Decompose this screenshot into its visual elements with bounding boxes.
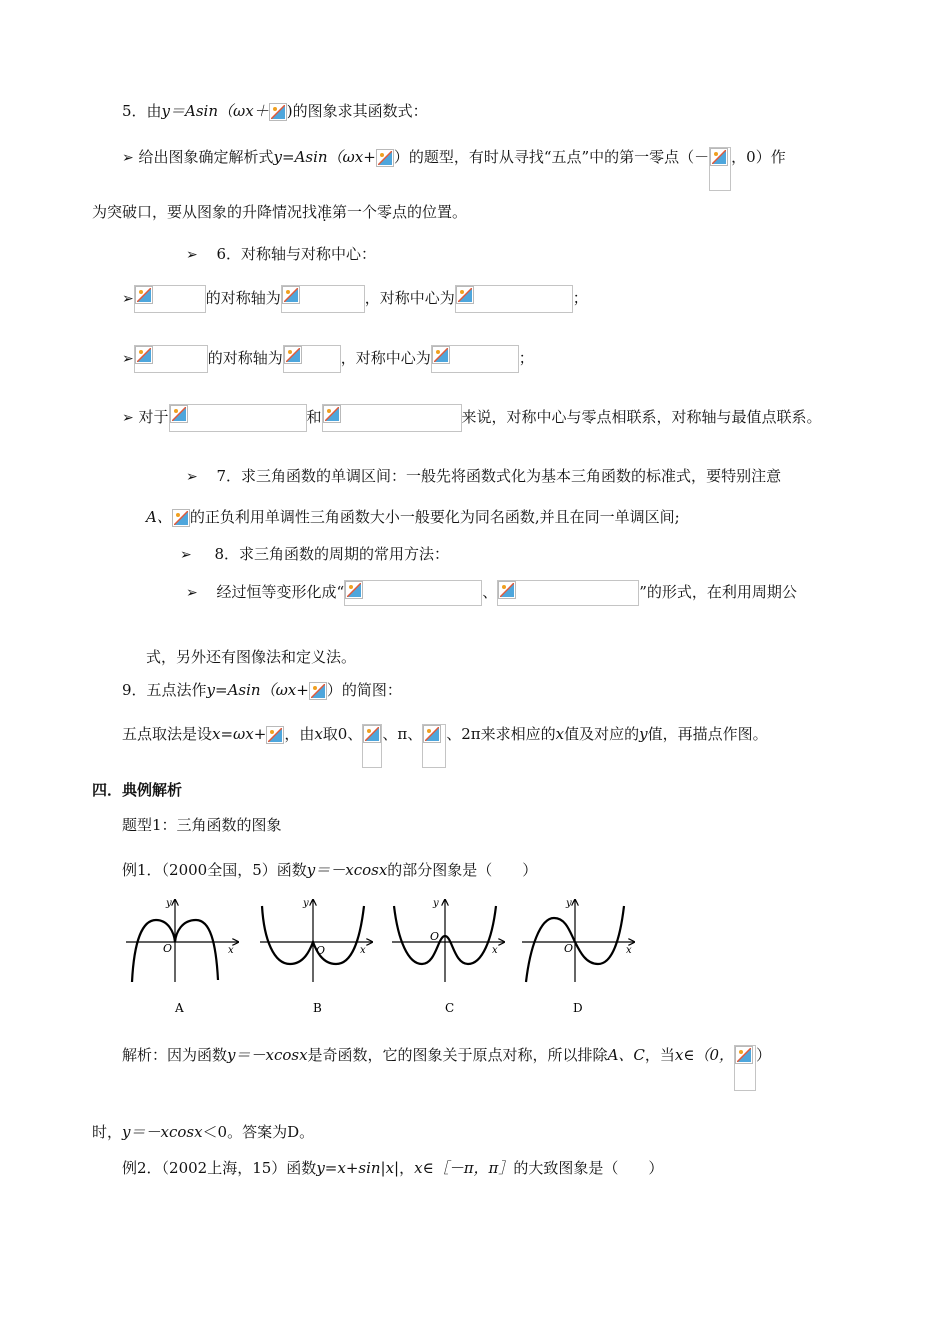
broken-image-icon — [135, 346, 153, 364]
item5-bullet-end: ，0）作 — [731, 148, 786, 166]
graph-a-y-label: y — [166, 898, 172, 909]
item6-line — [186, 244, 376, 265]
emphasis-char: 准 — [317, 203, 333, 221]
item8-title: 8．求三角函数的周期的常用方法： — [214, 545, 450, 563]
sym2-line — [122, 345, 534, 373]
broken-image-icon — [376, 149, 394, 167]
graph-d-y-label: y — [566, 898, 572, 909]
broken-image-icon — [710, 148, 728, 166]
image-placeholder — [455, 285, 573, 313]
broken-image-icon — [323, 405, 341, 423]
item9-desc-mid: ，由 — [284, 725, 315, 743]
broken-image-icon — [172, 509, 190, 527]
section-title: 四．典例解析 — [92, 781, 183, 799]
item9-desc-end: 值，再描点作图。 — [647, 725, 768, 743]
ex2-line — [122, 1158, 663, 1178]
sym3-pre: 对于 — [138, 408, 169, 426]
image-placeholder — [362, 724, 382, 768]
analysis-cont-pre: 时， — [92, 1123, 123, 1141]
broken-image-icon — [363, 725, 381, 743]
ex2-pre: 例2．（2002上海，15）函数 — [122, 1159, 317, 1177]
item9-title-pre: 9．五点法作 — [122, 681, 207, 699]
item9-desc-take: 取0、 — [322, 725, 363, 743]
analysis-ac: A、C — [607, 1046, 645, 1064]
item8-pre: 经过恒等变形化成“ — [216, 583, 345, 601]
cont-text-post: 第一个零点的位置。 — [332, 203, 468, 221]
item5-line: 5．由y＝Asin（ωx＋ )的图象求其函数式： — [122, 102, 428, 120]
image-placeholder — [169, 404, 307, 432]
sym2-center-text: ，对称中心为 — [340, 349, 431, 367]
broken-image-icon — [309, 682, 327, 700]
bullet-arrow-icon: ➢ — [122, 351, 134, 367]
graph-d-o-label: O — [564, 942, 574, 955]
image-placeholder — [422, 724, 446, 768]
sym3-line — [122, 404, 822, 432]
image-placeholder — [281, 285, 365, 313]
image-placeholder — [322, 404, 462, 432]
image-placeholder — [431, 345, 519, 373]
cont-text: 为突破口，要从图象的升降情况找 — [92, 203, 318, 221]
item8-post: ”的形式，在利用周期公 — [639, 583, 797, 601]
sym1-line — [122, 285, 588, 313]
analysis-cont — [92, 1122, 314, 1142]
item9-desc-formula: x=ωx+ — [212, 725, 267, 743]
image-placeholder — [497, 580, 639, 606]
item8-bullet — [186, 580, 797, 606]
graph-b-o-label: O — [316, 944, 326, 957]
broken-image-icon — [269, 103, 287, 121]
ex2-formula: y=x+sin|x| — [316, 1159, 400, 1177]
graph-c-o-label: O — [430, 930, 440, 943]
graph-b-label: B — [313, 1001, 322, 1015]
bullet-arrow-icon: ➢ — [186, 469, 198, 485]
ex2-post: 的大致图象是（ ） — [513, 1159, 664, 1177]
item8-cont — [146, 647, 356, 667]
graph-d-label: D — [573, 1001, 583, 1015]
graph-c-y-label: y — [433, 898, 439, 909]
item9-desc — [122, 724, 768, 768]
graph-b-x-label: x — [360, 945, 366, 956]
broken-image-icon — [423, 725, 441, 743]
ex1-post: 的部分图象是（ ） — [387, 861, 538, 879]
ex1-line — [122, 860, 537, 880]
item6-title: 6．对称轴与对称中心： — [216, 245, 377, 263]
sym2-semi: ； — [518, 349, 534, 367]
item5-bullet-mid: ）的题型，有时从寻找“五点”中的第一零点（－ — [393, 148, 710, 166]
graph-b[interactable] — [260, 898, 372, 1015]
broken-image-icon — [456, 286, 474, 304]
type1-title: 题型1：三角函数的图象 — [122, 816, 282, 834]
bullet-arrow-icon: ➢ — [122, 410, 134, 426]
item5-bullet-cont — [92, 202, 467, 222]
bullet-arrow-icon: ➢ — [186, 247, 198, 263]
image-placeholder — [283, 345, 341, 373]
graph-a[interactable] — [126, 898, 238, 1015]
sym2-axis-text: 的对称轴为 — [207, 349, 283, 367]
item9-desc-pre: 五点取法是设 — [122, 725, 213, 743]
ex1-pre: 例1．（2000全国，5）函数 — [122, 861, 307, 879]
item5-text: 的图象求其函数式： — [292, 102, 428, 120]
analysis-cont-formula: y＝－xcosx — [122, 1123, 203, 1141]
item7-line — [186, 466, 781, 487]
item7-A: A、 — [146, 508, 172, 526]
graph-d-x-label: x — [626, 945, 632, 956]
item9-desc-pi: 、π、 — [382, 725, 423, 743]
item7-cont-text: 的正负利用单调性三角函数大小一般要化为同名函数,并且在同一单调区间; — [189, 508, 680, 526]
bullet-arrow-icon: ➢ — [122, 150, 134, 166]
item5-number: 5．由 — [122, 102, 162, 120]
analysis-mid2: ，当 — [644, 1046, 675, 1064]
graph-b-y-label: y — [303, 898, 309, 909]
bullet-arrow-icon: ➢ — [180, 547, 192, 563]
item9-desc-2pi: 、2π来求相应的 — [446, 725, 556, 743]
broken-image-icon — [735, 1046, 753, 1064]
graph-c[interactable] — [392, 898, 504, 1015]
graph-a-label: A — [175, 1001, 184, 1015]
analysis-mid: 是奇函数，它的图象关于原点对称，所以排除 — [307, 1046, 608, 1064]
image-placeholder — [344, 580, 482, 606]
graph-c-label: C — [445, 1001, 455, 1015]
item9-title-formula: y=Asin（ωx+ — [206, 681, 309, 699]
item9-desc-y: y — [639, 725, 648, 743]
item7-title: 7．求三角函数的单调区间：一般先将函数式化为基本三角函数的标准式，要特别注意 — [216, 467, 782, 485]
item5-formula: y＝Asin（ωx＋ — [161, 102, 269, 120]
broken-image-icon — [498, 581, 516, 599]
ex2-range: x∈［－π，π］ — [414, 1159, 514, 1177]
analysis-pre: 解析：因为函数 — [122, 1046, 228, 1064]
image-placeholder — [134, 345, 208, 373]
bullet-arrow-icon: ➢ — [186, 585, 198, 601]
item5-bullet-line — [122, 147, 786, 191]
ex2-mid: ， — [399, 1159, 415, 1177]
graph-a-x-label: x — [228, 945, 234, 956]
item7-cont — [146, 507, 680, 527]
item8-line — [180, 544, 449, 565]
broken-image-icon — [432, 346, 450, 364]
graph-c-x-label: x — [492, 945, 498, 956]
ex1-formula: y＝－xcosx — [306, 861, 388, 879]
item5-bullet-formula: y=Asin（ωx+ — [273, 148, 376, 166]
broken-image-icon — [135, 286, 153, 304]
broken-image-icon — [284, 346, 302, 364]
item8-cont-text: 式，另外还有图像法和定义法。 — [146, 648, 357, 666]
image-placeholder — [734, 1045, 756, 1091]
sym1-semi: ； — [572, 289, 588, 307]
broken-image-icon — [345, 581, 363, 599]
analysis-formula: y＝－xcosx — [227, 1046, 308, 1064]
graph-a-o-label: O — [163, 942, 173, 955]
item5-bullet-text: 给出图象确定解析式 — [138, 148, 274, 166]
image-placeholder — [709, 147, 731, 191]
item9-title-post: ）的简图： — [326, 681, 402, 699]
sym3-and: 和 — [306, 408, 322, 426]
image-placeholder — [134, 285, 206, 313]
analysis-x-in: x∈（0， — [674, 1046, 734, 1064]
broken-image-icon — [282, 286, 300, 304]
sym1-center-text: ，对称中心为 — [364, 289, 455, 307]
analysis-cont-post: ＜0。答案为D。 — [202, 1123, 315, 1141]
item9-desc-vals: 值及对应的 — [564, 725, 640, 743]
bullet-arrow-icon: ➢ — [122, 291, 134, 307]
item9-desc-x: x — [314, 725, 323, 743]
item8-sep: 、 — [482, 583, 498, 601]
item9-line — [122, 680, 402, 700]
broken-image-icon — [266, 726, 284, 744]
sym3-post: 来说，对称中心与零点相联系，对称轴与最值点联系。 — [461, 408, 822, 426]
analysis-line — [122, 1045, 771, 1091]
graph-d[interactable] — [522, 898, 634, 1015]
broken-image-icon — [170, 405, 188, 423]
analysis-close: ） — [756, 1046, 772, 1064]
answer-graphs — [120, 892, 650, 1022]
item9-desc-x2: x — [555, 725, 565, 743]
sym1-axis-text: 的对称轴为 — [205, 289, 281, 307]
